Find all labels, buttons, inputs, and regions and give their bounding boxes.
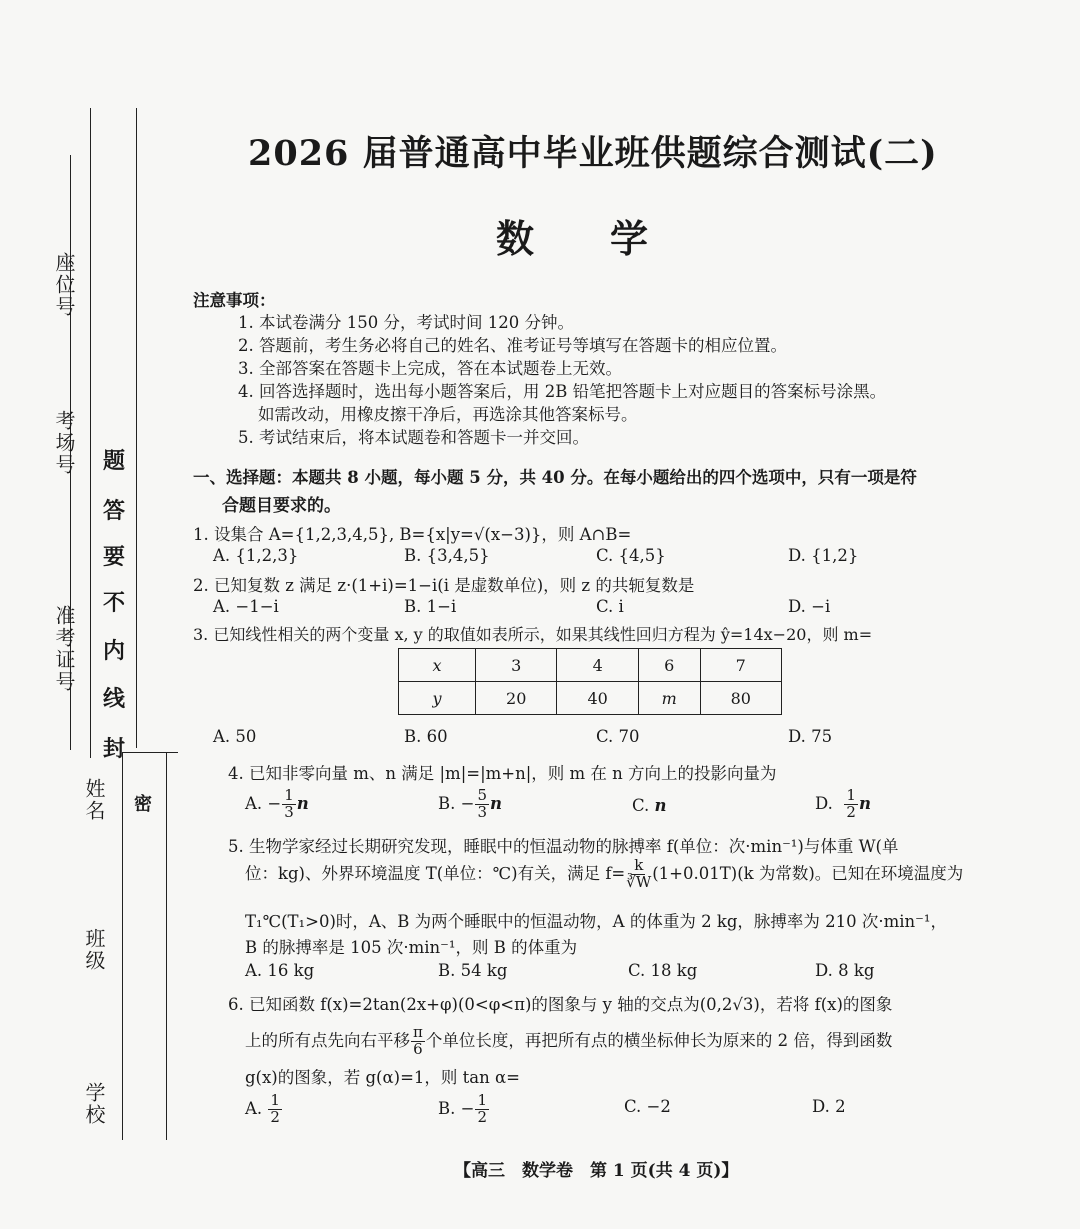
q2-option-c: C. i — [596, 597, 624, 616]
q6-option-b: B. − $\frac{1}{2}$ — [438, 1091, 487, 1126]
table-row — [399, 682, 782, 715]
q5-option-b: B. 54 kg — [438, 961, 508, 980]
table-cell: 4 — [557, 649, 638, 682]
table-cell: 20 — [476, 682, 557, 715]
class-label: 班级 — [82, 928, 106, 972]
table-row — [399, 649, 782, 682]
binding-line-lower-a — [122, 752, 123, 1140]
q5-line-3: T₁℃(T₁>0)时，A、B 为两个睡眠中的恒温动物，A 的体重为 2 kg，脉搏率为 210 次·min⁻¹， — [245, 912, 947, 931]
seal-char: 不 — [103, 590, 126, 616]
notice-item: 4. 回答选择题时，选出每小题答案后，用 2B 铅笔把答题卡上对应题目的答案标号涂黑。 — [238, 382, 887, 401]
table-cell: 3 — [476, 649, 557, 682]
notice-heading: 注意事项： — [193, 291, 276, 310]
q5-option-c: C. 18 kg — [628, 961, 698, 980]
q3-option-c: C. 70 — [596, 727, 640, 746]
table-cell: 80 — [700, 682, 781, 715]
q4-option-c: C. n — [632, 796, 667, 815]
q4-stem: 4. 已知非零向量 m、n 满足 |m|=|m+n|，则 m 在 n 方向上的投影向量为 — [228, 764, 777, 783]
table-cell: m — [638, 682, 700, 715]
exam-title: 2026 届普通高中毕业班供题综合测试(二) — [248, 133, 938, 174]
q2-stem: 2. 已知复数 z 满足 z·(1+i)=1−i(i 是虚数单位)，则 z 的共轭复数是 — [193, 576, 695, 595]
seal-char: 题 — [103, 448, 126, 474]
q5-line-4: B 的脉搏率是 105 次·min⁻¹，则 B 的体重为 — [245, 938, 578, 957]
section-heading: 一、选择题：本题共 8 小题，每小题 5 分，共 40 分。在每小题给出的四个选项中，只有一项是符 — [193, 468, 917, 487]
seal-char: 封 — [103, 736, 126, 762]
exam-room-label: 考场号 — [52, 410, 76, 476]
q6-line-3: g(x)的图象，若 g(α)=1，则 tan α= — [245, 1068, 520, 1087]
seal-char: 线 — [103, 686, 126, 712]
table-cell: 40 — [557, 682, 638, 715]
notice-item: 1. 本试卷满分 150 分，考试时间 120 分钟。 — [238, 313, 574, 332]
seal-char: 答 — [103, 498, 126, 524]
q6-option-a: A. $\frac{1}{2}$ — [245, 1091, 280, 1126]
q6-option-c: C. −2 — [624, 1097, 671, 1116]
seal-char: 要 — [103, 544, 126, 570]
q3-option-b: B. 60 — [404, 727, 448, 746]
section-heading-cont: 合题目要求的。 — [222, 496, 341, 516]
ticket-number-label: 准考证号 — [52, 605, 76, 693]
q4-option-d: D. $\frac{1}{2}$ n — [815, 786, 871, 821]
notice-item: 5. 考试结束后，将本试题卷和答题卡一并交回。 — [238, 428, 589, 447]
q5-option-a: A. 16 kg — [245, 961, 315, 980]
q6-line-1: 6. 已知函数 f(x)=2tan(2x+φ)(0<φ<π)的图象与 y 轴的交点为(0,2√3)，若将 f(x)的图象 — [228, 995, 893, 1014]
q4-option-b: B. − $\frac{5}{3}$ n — [438, 786, 502, 821]
subject-title: 数 学 — [496, 216, 649, 261]
table-cell: x — [399, 649, 476, 682]
binding-line-lower-b — [166, 752, 167, 1140]
q2-option-d: D. −i — [788, 597, 831, 616]
table-cell: 6 — [638, 649, 700, 682]
q3-option-a: A. 50 — [213, 727, 257, 746]
notice-item: 2. 答题前，考生务必将自己的姓名、准考证号等填写在答题卡的相应位置。 — [238, 336, 787, 355]
q1-option-b: B. {3,4,5} — [404, 546, 490, 565]
q1-option-c: C. {4,5} — [596, 546, 666, 565]
q5-option-d: D. 8 kg — [815, 961, 875, 980]
school-label: 学校 — [82, 1082, 106, 1126]
q4-option-a: A. − $\frac{1}{3}$ n — [245, 786, 309, 821]
binding-line-left — [90, 108, 91, 758]
q1-option-d: D. {1,2} — [788, 546, 859, 565]
notice-item: 3. 全部答案在答题卡上完成，答在本试题卷上无效。 — [238, 359, 622, 378]
seat-number-label: 座位号 — [52, 252, 76, 318]
q5-line-2: 位：kg)、外界环境温度 T(单位：℃)有关，满足 f= $\frac{k}{∛W}$ (1+0.01T)(k 为常数)。已知在环境温度为 — [245, 856, 964, 891]
q1-stem: 1. 设集合 A={1,2,3,4,5}, B={x|y=√(x−3)}，则 A∩B= — [193, 525, 632, 544]
q3-option-d: D. 75 — [788, 727, 833, 746]
q1-option-a: A. {1,2,3} — [213, 546, 299, 565]
seal-char: 密 — [134, 794, 152, 815]
table-cell: y — [399, 682, 476, 715]
seal-char: 内 — [103, 638, 126, 664]
q2-option-a: A. −1−i — [213, 597, 279, 616]
name-label: 姓名 — [82, 778, 106, 822]
q2-option-b: B. 1−i — [404, 597, 457, 616]
binding-divider — [122, 752, 178, 753]
q5-line-1: 5. 生物学家经过长期研究发现，睡眠中的恒温动物的脉搏率 f(单位：次·min⁻¹)与体重 W(单 — [228, 837, 899, 856]
table-cell: 7 — [700, 649, 781, 682]
page-footer: 【高三 数学卷 第 1 页(共 4 页)】 — [454, 1161, 739, 1181]
q6-option-d: D. 2 — [812, 1097, 846, 1116]
q3-data-table — [398, 648, 782, 715]
notice-item: 如需改动，用橡皮擦干净后，再选涂其他答案标号。 — [258, 405, 638, 424]
q6-line-2: 上的所有点先向右平移 $\frac{\pi}{6}$ 个单位长度，再把所有点的横坐标伸长为原来的 2 倍，得到函数 — [245, 1023, 893, 1058]
q3-stem: 3. 已知线性相关的两个变量 x, y 的取值如表所示，如果其线性回归方程为 ŷ=14x−20，则 m= — [193, 625, 873, 644]
binding-line-right — [136, 108, 137, 748]
